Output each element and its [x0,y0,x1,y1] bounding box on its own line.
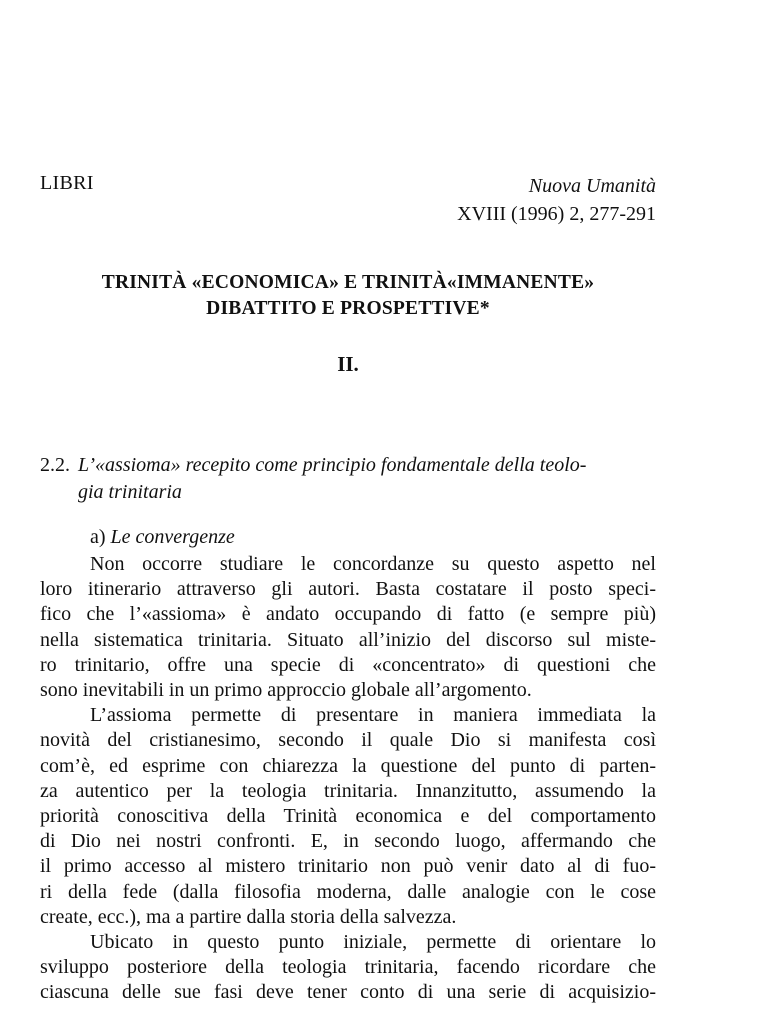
text-line: ri della fede (dalla filosofia moderna, dalle analogie con le cose [40,880,656,903]
section-heading-line-2: gia trinitaria [78,481,182,503]
text-line: sviluppo posteriore della teologia trinitaria, facendo ricordare che [40,956,656,979]
section-heading-line-1: L’«assioma» recepito come principio fondamentale della teolo- [78,454,587,476]
text-line: za autentico per la teologia trinitaria. Innanzitutto, assumendo la [40,779,656,802]
issue-reference: XVIII (1996) 2, 277-291 [457,203,656,225]
journal-title: Nuova Umanità [528,175,656,197]
article-title-line-2: DIBATTITO E PROSPETTIVE* [206,298,490,319]
text-line: loro itinerario attraverso gli autori. Basta costatare il posto speci- [40,578,656,601]
subsection-heading [90,526,235,549]
journal-reference [457,172,656,228]
text-line: L’assioma permette di presentare in maniera immediata la [90,704,656,727]
text-line: ciascuna delle sue fasi deve tener conto di una serie di acquisizio- [40,981,656,1004]
paragraph [40,703,656,930]
subsection-marker: a) [90,526,106,548]
text-line: ro trinitario, offre una specie di «concentrato» di questioni che [40,653,656,676]
text-line: com’è, ed esprime con chiarezza la questione del punto di parten- [40,754,656,777]
text-line: priorità conoscitiva della Trinità economica e del comportamento [40,805,656,828]
text-line: nella sistematica trinitaria. Situato all’inizio del discorso sul miste- [40,628,656,651]
text-line: novità del cristianesimo, secondo il quale Dio si manifesta così [40,729,656,752]
paragraph [40,930,656,1006]
section-number: 2.2. [40,454,70,476]
text-line: il primo accesso al mistero trinitario non può venir dato al di fuo- [40,855,656,878]
article-title [40,270,656,322]
subsection-label: Le convergenze [110,526,235,548]
text-line: di Dio nei nostri confronti. E, in secondo luogo, affermando che [40,830,656,853]
part-number: II. [337,352,359,376]
paragraph [40,552,656,703]
text-line: fico che l’«assioma» è andato occupando di fatto (e sempre più) [40,603,656,626]
section-label: LIBRI [40,172,94,194]
text-line: Ubicato in questo punto iniziale, permette di orientare lo [90,931,656,954]
section-heading [40,452,656,506]
article-title-line-1: TRINITÀ «ECONOMICA» E TRINITÀ«IMMANENTE» [101,272,595,293]
text-line: sono inevitabili in un primo approccio globale all’argomento. [40,679,532,702]
text-line: create, ecc.), ma a partire dalla storia della salvezza. [40,905,457,928]
text-line: Non occorre studiare le concordanze su questo aspetto nel [90,553,656,575]
body-text [40,552,656,1006]
